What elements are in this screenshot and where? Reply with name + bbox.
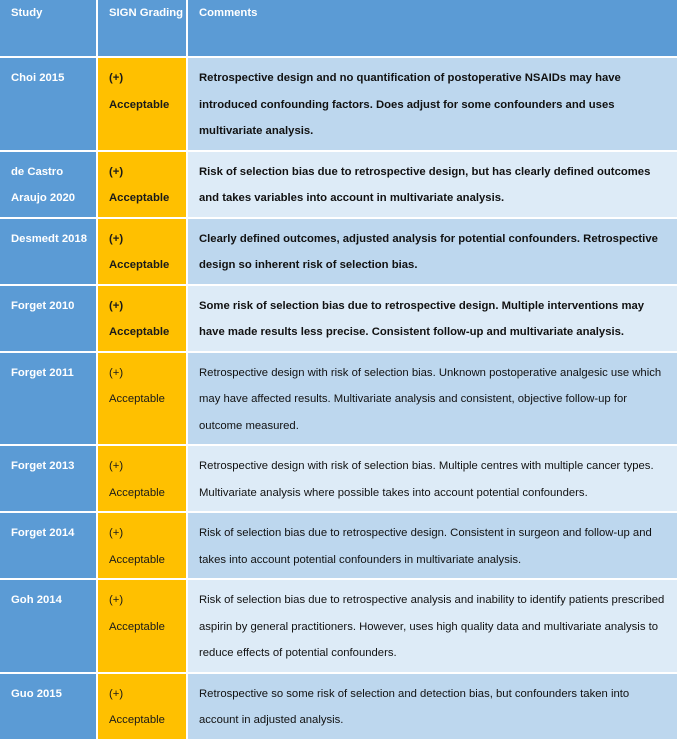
grade-cell: [98, 580, 188, 674]
grade-cell: [98, 286, 188, 353]
grade-cell: [98, 353, 188, 447]
comment-cell: Risk of selection bias due to retrospective design. Consistent in surgeon and follow-up and takes into account potential confounders in multivariate analysis.: [188, 513, 677, 580]
comment-cell: Retrospective design with risk of selection bias. Multiple centres with multiple cancer types. Multivariate analysis where possible takes into account potential confounders.: [188, 446, 677, 513]
grade-symbol: (+): [109, 299, 124, 312]
table-row: [0, 286, 677, 353]
header-comments: Comments: [188, 0, 677, 58]
grade-label: Acceptable: [109, 714, 165, 726]
study-cell: Forget 2010: [0, 286, 98, 353]
study-cell: Guo 2015: [0, 674, 98, 741]
grade-symbol: (+): [109, 687, 124, 700]
study-cell: Forget 2014: [0, 513, 98, 580]
study-cell: Forget 2011: [0, 353, 98, 447]
grade-symbol: (+): [109, 527, 124, 539]
comment-cell: Clearly defined outcomes, adjusted analysis for potential confounders. Retrospective design so inherent risk of selection bias.: [188, 219, 677, 286]
grade-symbol: (+): [109, 594, 124, 606]
grade-label: Acceptable: [109, 620, 165, 633]
comment-cell: Some risk of selection bias due to retrospective design. Multiple interventions may have made results less precise. Consistent follow-up and multivariate analysis.: [188, 286, 677, 353]
comment-cell: Risk of selection bias due to retrospective analysis and inability to identify patients prescribed aspirin by general practitioners. However, uses high quality data and multivariate analysis to reduce effects of potential confounders.: [188, 580, 677, 674]
grade-symbol: (+): [109, 232, 124, 245]
grade-cell: [98, 513, 188, 580]
grade-symbol: (+): [109, 165, 124, 178]
grade-cell: [98, 446, 188, 513]
table-row: [0, 58, 677, 152]
grade-cell: [98, 219, 188, 286]
study-cell: de Castro Araujo 2020: [0, 152, 98, 219]
grade-symbol: (+): [109, 366, 124, 379]
header-grading: SIGN Grading: [98, 0, 188, 58]
grade-symbol: (+): [109, 460, 124, 472]
table-row: [0, 513, 677, 580]
comment-cell: Risk of selection bias due to retrospective design, but has clearly defined outcomes and takes variables into account in multivariate analysis.: [188, 152, 677, 219]
header-row: [0, 0, 677, 58]
table-row: [0, 152, 677, 219]
grade-label: Acceptable: [109, 553, 165, 566]
header-study: Study: [0, 0, 98, 58]
study-cell: Choi 2015: [0, 58, 98, 152]
grade-label: Acceptable: [109, 486, 165, 499]
table-row: [0, 219, 677, 286]
grade-label: Acceptable: [109, 326, 170, 338]
table-row: [0, 580, 677, 674]
grade-label: Acceptable: [109, 98, 170, 111]
grade-label: Acceptable: [109, 259, 170, 271]
table-row: [0, 353, 677, 447]
grade-cell: [98, 674, 188, 741]
grade-label: Acceptable: [109, 393, 165, 405]
grade-label: Acceptable: [109, 192, 170, 204]
study-cell: Goh 2014: [0, 580, 98, 674]
study-cell: Forget 2013: [0, 446, 98, 513]
comment-cell: Retrospective so some risk of selection and detection bias, but confounders taken into account in adjusted analysis.: [188, 674, 677, 741]
comment-cell: Retrospective design with risk of selection bias. Unknown postoperative analgesic use which may have affected results. Multivariate analysis and consistent, objective follow-up for outcome measured.: [188, 353, 677, 447]
table-row: [0, 446, 677, 513]
table-row: [0, 674, 677, 741]
grade-cell: [98, 58, 188, 152]
grade-symbol: (+): [109, 72, 124, 84]
comment-cell: Retrospective design and no quantification of postoperative NSAIDs may have introduced confounding factors. Does adjust for some confounders and uses multivariate analysis.: [188, 58, 677, 152]
grade-cell: [98, 152, 188, 219]
study-cell: Desmedt 2018: [0, 219, 98, 286]
